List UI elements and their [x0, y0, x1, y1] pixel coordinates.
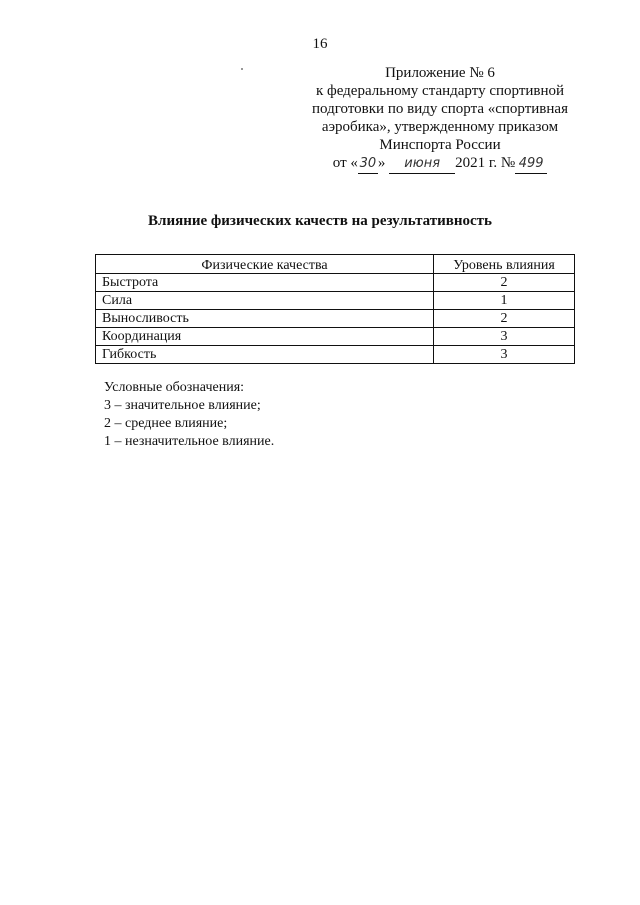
legend [104, 379, 274, 451]
date-day: 30 [358, 155, 378, 174]
quality-cell: Гибкость [96, 346, 434, 364]
quality-cell: Координация [96, 328, 434, 346]
level-cell: 3 [434, 346, 575, 364]
order-number: 499 [515, 155, 547, 174]
page-number: 16 [312, 36, 328, 52]
influence-table [95, 254, 575, 364]
legend-item: 1 – незначительное влияние. [104, 434, 275, 449]
level-cell: 2 [434, 274, 575, 292]
quality-cell: Быстрота [96, 274, 434, 292]
appendix-title: Приложение № 6 [385, 65, 495, 81]
table-header-row [96, 255, 575, 274]
appendix-line: аэробика», утвержденному приказом [321, 119, 559, 135]
legend-item: 3 – значительное влияние; [104, 398, 261, 413]
appendix-header [300, 64, 580, 174]
column-header-level: Уровень влияния [434, 255, 575, 274]
appendix-line: Минспорта России [379, 137, 501, 153]
date-close: » [377, 155, 386, 171]
quality-cell: Сила [96, 292, 434, 310]
table-row [96, 310, 575, 328]
quality-cell: Выносливость [96, 310, 434, 328]
legend-heading: Условные обозначения: [104, 380, 245, 395]
level-cell: 3 [434, 328, 575, 346]
legend-item: 2 – среднее влияние; [104, 416, 228, 431]
date-prefix: от « [332, 155, 358, 171]
table-row [96, 292, 575, 310]
level-cell: 1 [434, 292, 575, 310]
appendix-date-line [300, 154, 580, 174]
table-row [96, 328, 575, 346]
table-row [96, 274, 575, 292]
scan-speck [241, 68, 243, 70]
appendix-line: к федеральному стандарту спортивной [315, 83, 565, 99]
date-month: июня [389, 155, 455, 174]
level-cell: 2 [434, 310, 575, 328]
appendix-line: подготовки по виду спорта «спортивная [312, 101, 568, 117]
document-title: Влияние физических качеств на результативность [148, 213, 492, 229]
table-row [96, 346, 575, 364]
date-year: 2021 г. № [455, 155, 516, 171]
column-header-quality: Физические качества [96, 255, 434, 274]
